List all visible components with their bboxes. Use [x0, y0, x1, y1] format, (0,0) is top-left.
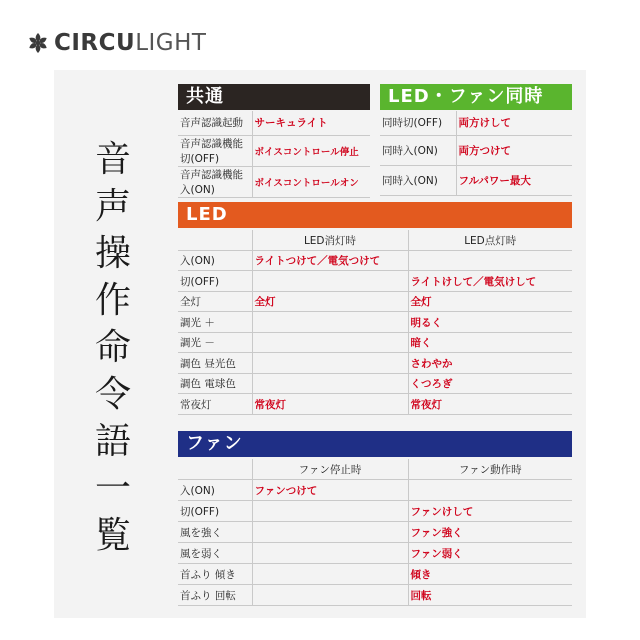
command-cell: 全灯 [408, 292, 572, 312]
command-cell [252, 543, 408, 564]
command-cell [408, 480, 572, 501]
command-cell: さわやか [408, 353, 572, 374]
sync-heading: LED・ファン同時 [380, 84, 572, 110]
fan-logo-icon [26, 31, 50, 55]
column-header: ファン停止時 [252, 459, 408, 480]
table-row [178, 271, 572, 292]
brand-logo [26, 28, 206, 58]
table-row [178, 374, 572, 394]
table-row [178, 135, 370, 166]
row-label: 同時切(OFF) [380, 111, 456, 135]
command-cell: ファン強く [408, 522, 572, 543]
common-table [178, 111, 370, 198]
table-row [178, 333, 572, 353]
command-cell: 暗く [408, 333, 572, 353]
row-label: 音声認識機能入(ON) [178, 166, 252, 197]
command-cell [252, 271, 408, 292]
command-cell: ライトつけて／電気つけて [252, 251, 408, 271]
command-cell: くつろぎ [408, 374, 572, 394]
row-label: 調色 電球色 [178, 374, 252, 394]
command-cell: ボイスコントロールオン [252, 166, 370, 197]
table-row [380, 111, 572, 135]
table-row [380, 165, 572, 195]
command-cell [252, 501, 408, 522]
command-cell [252, 522, 408, 543]
led-heading: LED [178, 202, 572, 228]
row-label: 常夜灯 [178, 394, 252, 415]
row-label: 入(ON) [178, 480, 252, 501]
table-row [178, 251, 572, 271]
table-row [178, 292, 572, 312]
row-label: 調色 昼光色 [178, 353, 252, 374]
command-cell [252, 374, 408, 394]
command-cell: 両方つけて [456, 135, 572, 165]
command-cell: ボイスコントロール停止 [252, 135, 370, 166]
brand-wordmark [54, 28, 206, 58]
table-row [178, 166, 370, 197]
row-label: 音声認識機能切(OFF) [178, 135, 252, 166]
command-cell: フルパワー最大 [456, 165, 572, 195]
command-cell: 常夜灯 [408, 394, 572, 415]
row-label: 同時入(ON) [380, 165, 456, 195]
table-row [178, 394, 572, 415]
row-label: 同時入(ON) [380, 135, 456, 165]
command-cell: サーキュライト [252, 111, 370, 135]
command-cell: 両方けして [456, 111, 572, 135]
column-header: LED点灯時 [408, 230, 572, 251]
column-header [178, 459, 252, 480]
common-heading: 共通 [178, 84, 370, 110]
command-cell [252, 564, 408, 585]
command-cell [252, 353, 408, 374]
page-title: 音声操作命令語一覧 [94, 139, 131, 556]
command-cell [252, 585, 408, 606]
brand-bold: CIRCU [54, 30, 136, 56]
row-label: 首ふり 回転 [178, 585, 252, 606]
row-label: 音声認識起動 [178, 111, 252, 135]
row-label: 調光 － [178, 333, 252, 353]
table-header-row [178, 459, 572, 480]
command-cell: 全灯 [252, 292, 408, 312]
table-row [178, 111, 370, 135]
command-cell [252, 333, 408, 353]
row-label: 切(OFF) [178, 501, 252, 522]
column-header: LED消灯時 [252, 230, 408, 251]
table-row [178, 480, 572, 501]
command-cell: ファンつけて [252, 480, 408, 501]
column-header [178, 230, 252, 251]
table-row [178, 312, 572, 333]
brand-light: LIGHT [135, 30, 207, 56]
table-row [178, 501, 572, 522]
column-header: ファン動作時 [408, 459, 572, 480]
row-label: 全灯 [178, 292, 252, 312]
table-row [178, 353, 572, 374]
row-label: 調光 ＋ [178, 312, 252, 333]
table-row [178, 564, 572, 585]
fan-table [178, 459, 572, 606]
command-cell [252, 312, 408, 333]
led-table [178, 230, 572, 415]
table-row [178, 522, 572, 543]
row-label: 風を強く [178, 522, 252, 543]
command-cell: ファン弱く [408, 543, 572, 564]
table-row [380, 135, 572, 165]
fan-heading: ファン [178, 431, 572, 457]
table-row [178, 585, 572, 606]
sync-table [380, 111, 572, 196]
row-label: 風を弱く [178, 543, 252, 564]
command-cell: 傾き [408, 564, 572, 585]
row-label: 切(OFF) [178, 271, 252, 292]
command-cell: 明るく [408, 312, 572, 333]
command-cell: 常夜灯 [252, 394, 408, 415]
command-cell: 回転 [408, 585, 572, 606]
command-cell: ファンけして [408, 501, 572, 522]
command-cell [408, 251, 572, 271]
command-cell: ライトけして／電気けして [408, 271, 572, 292]
table-header-row [178, 230, 572, 251]
row-label: 入(ON) [178, 251, 252, 271]
row-label: 首ふり 傾き [178, 564, 252, 585]
table-row [178, 543, 572, 564]
